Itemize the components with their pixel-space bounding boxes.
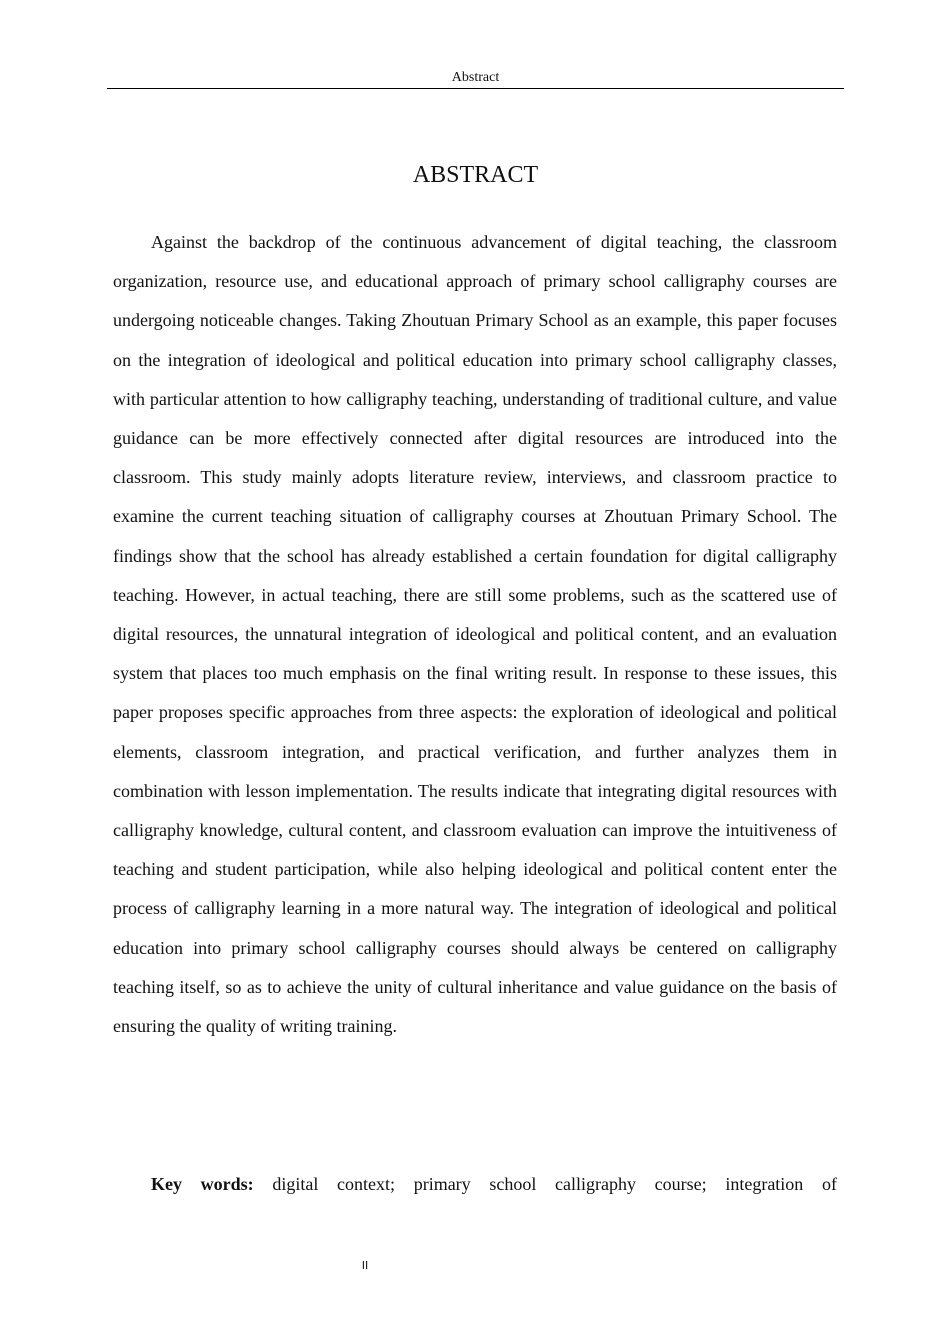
abstract-heading: ABSTRACT — [412, 162, 539, 188]
running-header — [107, 68, 844, 89]
keywords-label: Key words: — [151, 1174, 254, 1194]
keywords-text: digital context; primary school calligraphy course; integration of — [272, 1174, 837, 1194]
keywords-line — [113, 1165, 837, 1204]
page-number: II — [361, 1259, 369, 1272]
abstract-paragraph: Against the backdrop of the continuous advancement of digital teaching, the classroom organization, resource use, and educational approach of primary school calligraphy courses are undergoing noticeable changes. Taking Zhoutuan Primary School as an example, this paper focuses on the integration of ideological and political education into primary school calligraphy classes, with particular attention to how calligraphy teaching, understanding of traditional culture, and value guidance can be more effectively connected after digital resources are introduced into the classroom. This study mainly adopts literature review, interviews, and classroom practice to examine the current teaching situation of calligraphy courses at Zhoutuan Primary School. The findings show that the school has already established a certain foundation for digital calligraphy teaching. However, in actual teaching, there are still some problems, such as the scattered use of digital resources, the unnatural integration of ideological and political content, and an evaluation system that places too much emphasis on the final writing result. In response to these issues, this paper proposes specific approaches from three aspects: the exploration of ideological and political elements, classroom integration, and practical verification, and further analyzes them in combination with lesson implementation. The results indicate that integrating digital resources with calligraphy knowledge, cultural content, and classroom evaluation can improve the intuitiveness of teaching and student participation, while also helping ideological and political content enter the process of calligraphy learning in a more natural way. The integration of ideological and political education into primary school calligraphy courses should always be centered on calligraphy teaching itself, so as to achieve the unity of cultural inheritance and value guidance on the basis of ensuring the quality of writing training. — [113, 232, 837, 1037]
running-header-title: Abstract — [451, 70, 500, 85]
